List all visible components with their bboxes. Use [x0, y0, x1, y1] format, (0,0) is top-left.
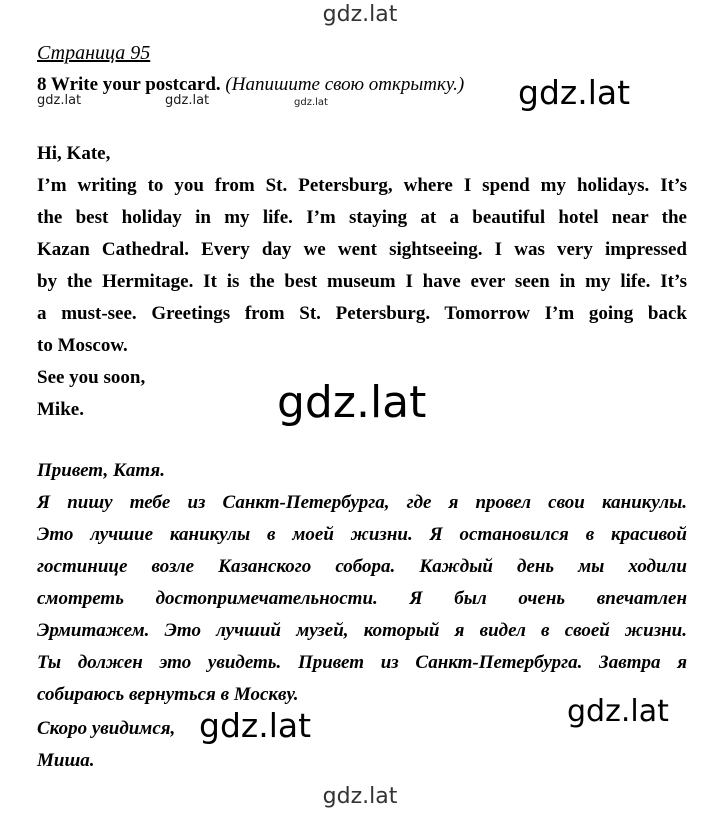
watermark-bottom: gdz.lat [322, 784, 398, 809]
text-line: Kazan Cathedral. Every day we went sightseeing. I was very impressed [37, 239, 687, 260]
text-line: by the Hermitage. It is the best museum I have ever seen in my life. It’s [37, 271, 687, 292]
text-line: собираюсь вернуться в Москву. [37, 684, 299, 705]
russian-closing: Скоро увидимся, [37, 718, 176, 739]
watermark-middle-left: gdz.lat [199, 706, 312, 745]
text-line: I’m writing to you from St. Petersburg, where I spend my holidays. It’s [37, 175, 687, 196]
page-reference: Страница 95 [37, 42, 151, 64]
text-line: смотреть достопримечательности. Я был очень впечатлен [37, 588, 687, 609]
text-line: Это лучшие каникулы в моей жизни. Я остановился в красивой [37, 524, 687, 545]
text-line: the best holiday in my life. I’m staying at a beautiful hotel near the [37, 207, 687, 228]
english-signature: Mike. [37, 399, 84, 420]
russian-signature: Миша. [37, 750, 95, 771]
english-greeting: Hi, Kate, [37, 143, 111, 164]
watermark-large: gdz.lat [518, 73, 631, 112]
text-line: Ты должен это увидеть. Привет из Санкт-Петербурга. Завтра я [37, 652, 687, 673]
watermark-small: gdz.lat [37, 93, 82, 108]
task-translation: (Напишите свою открытку.) [225, 74, 465, 95]
text-line: a must-see. Greetings from St. Petersburg. Tomorrow I’m going back [37, 303, 687, 324]
english-closing: See you soon, [37, 367, 146, 388]
english-body [37, 170, 687, 362]
watermark-small: gdz.lat [294, 97, 328, 108]
text-line: Эрмитажем. Это лучший музей, который я видел в своей жизни. [37, 620, 687, 641]
text-line: Я пишу тебе из Санкт-Петербурга, где я провел свои каникулы. [37, 492, 687, 513]
text-line: гостинице возле Казанского собора. Каждый день мы ходили [37, 556, 687, 577]
task-heading [37, 74, 464, 96]
russian-body [37, 487, 687, 711]
watermark-top: gdz.lat [322, 2, 398, 27]
watermark-center: gdz.lat [277, 377, 427, 428]
watermark-small: gdz.lat [165, 93, 210, 108]
text-line: to Moscow. [37, 335, 128, 356]
russian-greeting: Привет, Катя. [37, 460, 165, 481]
watermark-middle-right: gdz.lat [567, 694, 669, 729]
task-label: 8 Write your postcard. [37, 74, 221, 95]
